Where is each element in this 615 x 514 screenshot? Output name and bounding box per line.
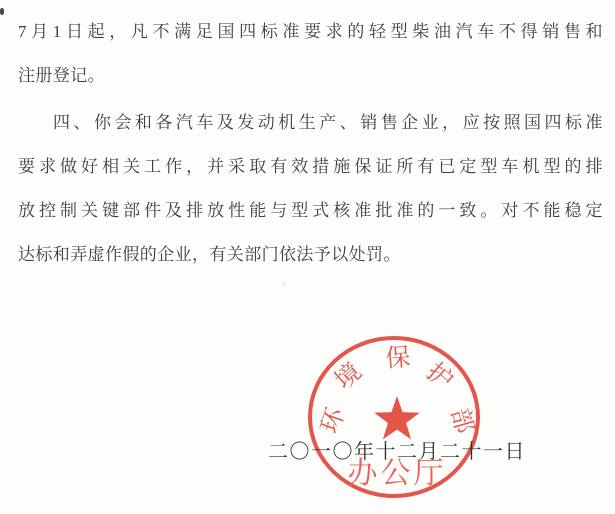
scan-speck xyxy=(0,8,4,15)
text-line: 7月1日起，凡不满足国四标准要求的轻型柴油汽车不得销售和 xyxy=(18,22,603,41)
star-icon xyxy=(372,395,422,441)
seal-arc-char: 境 xyxy=(330,358,367,396)
seal-arc-char: 护 xyxy=(421,358,458,395)
seal-arc-char: 环 xyxy=(316,404,351,438)
signature-date: 二〇一〇年十二月二十一日 xyxy=(268,441,526,463)
seal-bottom-text: 办公厅 xyxy=(347,457,447,490)
paragraph-1 xyxy=(18,10,603,98)
text-line: 四、你会和各汽车及发动机生产、销售企业，应按照国四标准 xyxy=(53,113,603,132)
scan-speck xyxy=(283,282,286,285)
seal-arc-char: 保 xyxy=(384,344,412,373)
official-seal xyxy=(308,336,480,498)
body-text xyxy=(18,10,603,277)
text-line: 放控制关键部件及排放性能与型式核准批准的一致。对不能稳定 xyxy=(18,201,603,220)
seal-arc-char: 部 xyxy=(445,405,478,437)
paragraph-2 xyxy=(18,101,603,277)
text-line: 要求做好相关工作，并采取有效措施保证所有已定型车机型的排 xyxy=(18,157,603,176)
text-line: 达标和弄虚作假的企业，有关部门依法予以处罚。 xyxy=(18,245,401,264)
text-line: 注册登记。 xyxy=(18,66,105,85)
